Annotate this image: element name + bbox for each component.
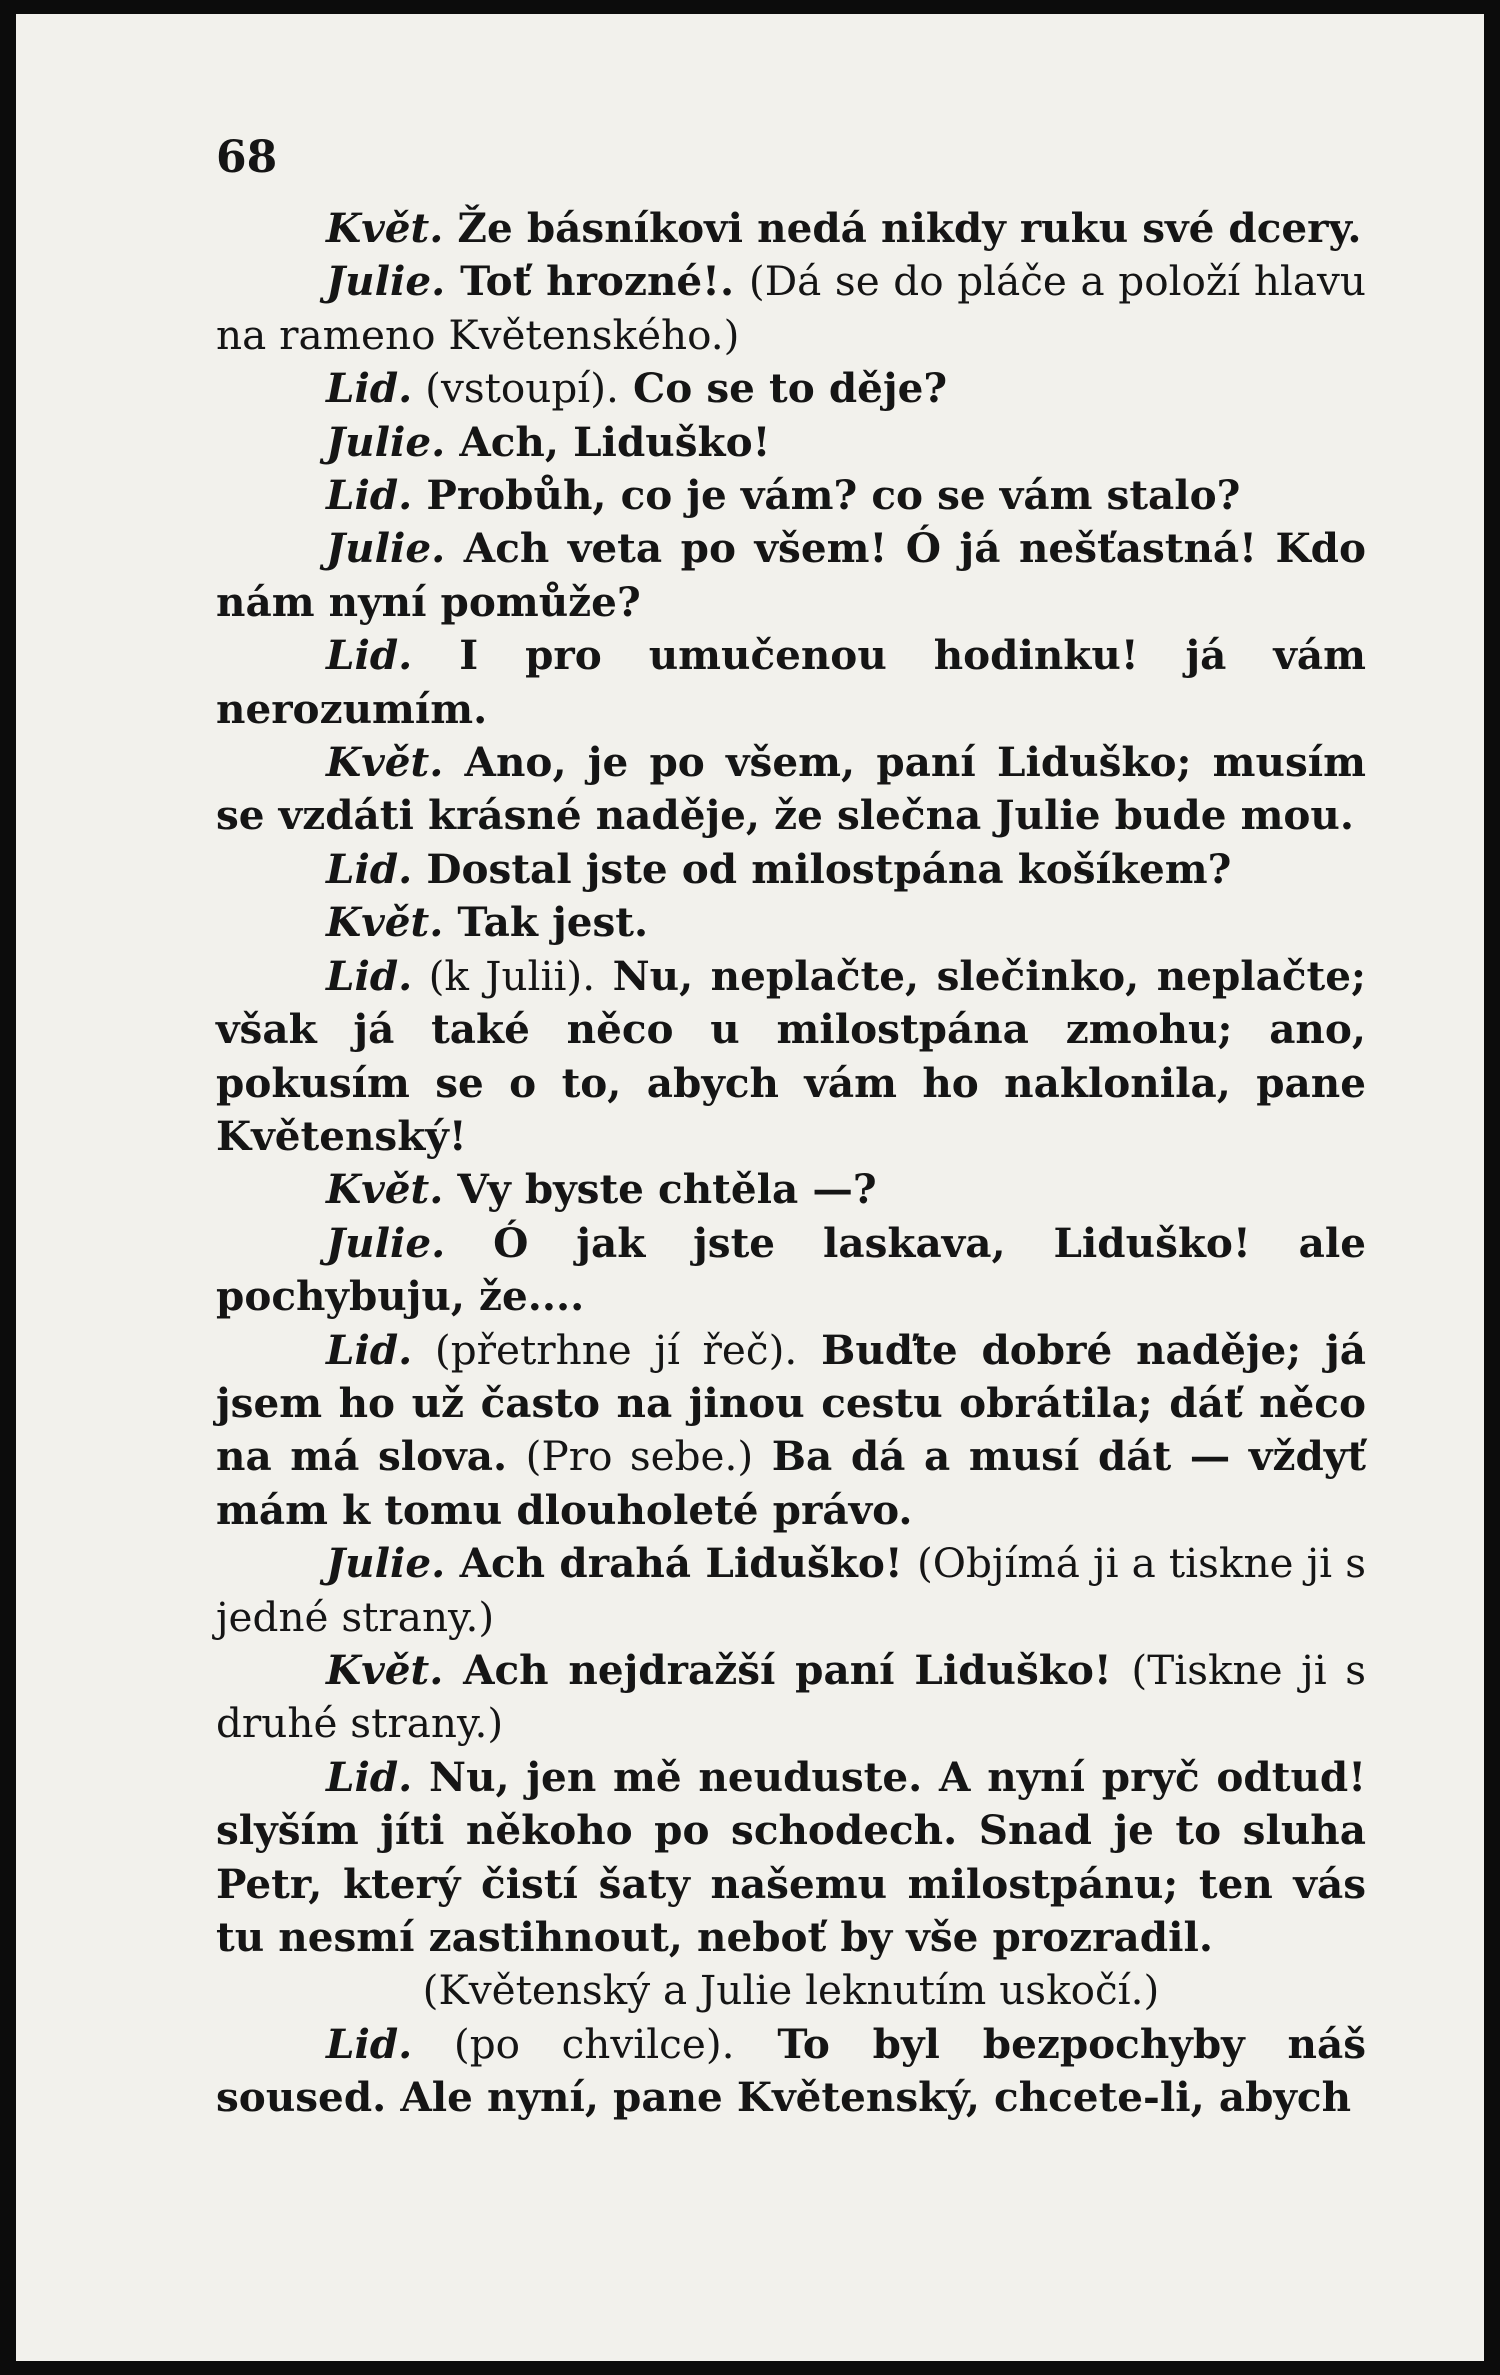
dialogue-line <box>216 1217 1366 1324</box>
dialogue-text: Vy byste chtěla —? <box>443 1165 877 1214</box>
speaker-name: Julie. <box>326 417 446 466</box>
dialogue-text: Co se to děje? <box>618 364 948 413</box>
speaker-name: Květ. <box>326 204 444 252</box>
speaker-name: Julie. <box>326 524 446 573</box>
dialogue-line <box>216 629 1366 736</box>
speaker-name: Lid. <box>326 364 413 413</box>
speaker-name: Julie. <box>326 257 446 306</box>
dialogue-line <box>216 255 1366 362</box>
speaker-name: Lid. <box>326 1325 413 1374</box>
stage-direction-line: (Květenský a Julie leknutím uskočí.) <box>422 1966 1160 2015</box>
dialogue-line <box>216 202 1366 255</box>
dialogue-text: Nu, neplačte, slečinko, neplačte; však já také něco u milostpána zmohu; ano, pokusím se o to, abych vám ho naklonila, pane Květenský! <box>216 951 1366 1160</box>
dialogue-line <box>216 469 1366 522</box>
speaker-name: Julie. <box>326 1218 446 1267</box>
dialogue-text: Tak jest. <box>443 898 649 947</box>
dialogue-text: I pro umučenou hodinku! já vám nerozumím. <box>216 631 1366 733</box>
stage-direction: (Dá se do pláče a položí hlavu na rameno Květenského.) <box>216 257 1366 359</box>
speaker-name: Lid. <box>326 2019 413 2068</box>
dialogue-text: Ach, Liduško! <box>445 417 771 466</box>
speaker-name: Květ. <box>326 898 444 947</box>
book-page <box>16 14 1484 2361</box>
stage-direction: (k Julii). <box>412 951 596 1000</box>
dialogue-line <box>216 522 1366 629</box>
speaker-name: Květ. <box>326 1645 444 1694</box>
text-body <box>216 202 1366 2125</box>
dialogue-line <box>216 2018 1366 2125</box>
dialogue-line <box>216 416 1366 469</box>
dialogue-line <box>216 1324 1366 1538</box>
dialogue-line <box>216 1537 1366 1644</box>
dialogue-text: Dostal jste od milostpána košíkem? <box>412 844 1232 893</box>
dialogue-text: Ach veta po všem! Ó já nešťastná! Kdo nám nyní pomůže? <box>216 524 1366 626</box>
speaker-name: Lid. <box>326 951 413 1000</box>
dialogue-line <box>216 1644 1366 1751</box>
dialogue-text: Že básníkovi nedá nikdy ruku své dcery. <box>443 204 1362 252</box>
dialogue-text: Ó jak jste laskava, Liduško! ale pochybuju, že.... <box>216 1218 1366 1321</box>
dialogue-line <box>216 896 1366 949</box>
stage-direction: (vstoupí). <box>412 364 619 413</box>
dialogue-text: Ano, je po všem, paní Liduško; musím se vzdáti krásné naděje, že slečna Julie bude mou. <box>216 738 1366 840</box>
speaker-name: Květ. <box>326 738 444 787</box>
dialogue-line <box>216 950 1366 1164</box>
dialogue-text: Buďte dobré naděje; já jsem ho už často na jinou cestu obrátila; dáť něco na má slova. <box>216 1325 1367 1481</box>
dialogue-line <box>216 1751 1366 1965</box>
stage-direction: (Pro sebe.) <box>525 1432 754 1481</box>
speaker-name: Květ. <box>326 1165 444 1214</box>
dialogue-line <box>216 736 1366 843</box>
speaker-name: Lid. <box>326 1752 413 1801</box>
speaker-name: Lid. <box>326 471 413 520</box>
dialogue-text: Probůh, co je vám? co se vám stalo? <box>412 471 1241 520</box>
speaker-name: Lid. <box>326 844 413 893</box>
dialogue-text: Nu, jen mě neuduste. A nyní pryč odtud! slyším jíti někoho po schodech. Snad je to sluha Petr, který čistí šaty našemu milostpánu; ten vás tu nesmí zastihnout, neboť by vše prozradil. <box>216 1752 1366 1961</box>
page-number: 68 <box>216 132 278 183</box>
dialogue-text: Toť hrozné!. <box>445 257 749 306</box>
dialogue-line <box>216 362 1366 415</box>
stage-direction: (přetrhne jí řeč). <box>412 1325 798 1374</box>
stage-direction: (Tiskne ji s druhé strany.) <box>216 1645 1366 1748</box>
dialogue-line <box>216 1163 1366 1216</box>
dialogue-text: Ach drahá Liduško! <box>445 1539 917 1588</box>
dialogue-text: Ach nejdražší paní Liduško! <box>443 1645 1132 1694</box>
speaker-name: Julie. <box>326 1539 446 1588</box>
speaker-name: Lid. <box>326 631 413 680</box>
dialogue-line <box>216 843 1366 896</box>
stage-direction: (po chvilce). <box>412 2019 735 2068</box>
dialogue-text: Ba dá a musí dát — vždyť mám k tomu dlouholeté právo. <box>216 1432 1366 1534</box>
stage-direction: (Objímá ji a tiskne ji s jedné strany.) <box>216 1539 1366 1641</box>
dialogue-text: To byl bezpochyby náš soused. Ale nyní, pane Květenský, chcete-li, abych <box>216 2019 1366 2122</box>
